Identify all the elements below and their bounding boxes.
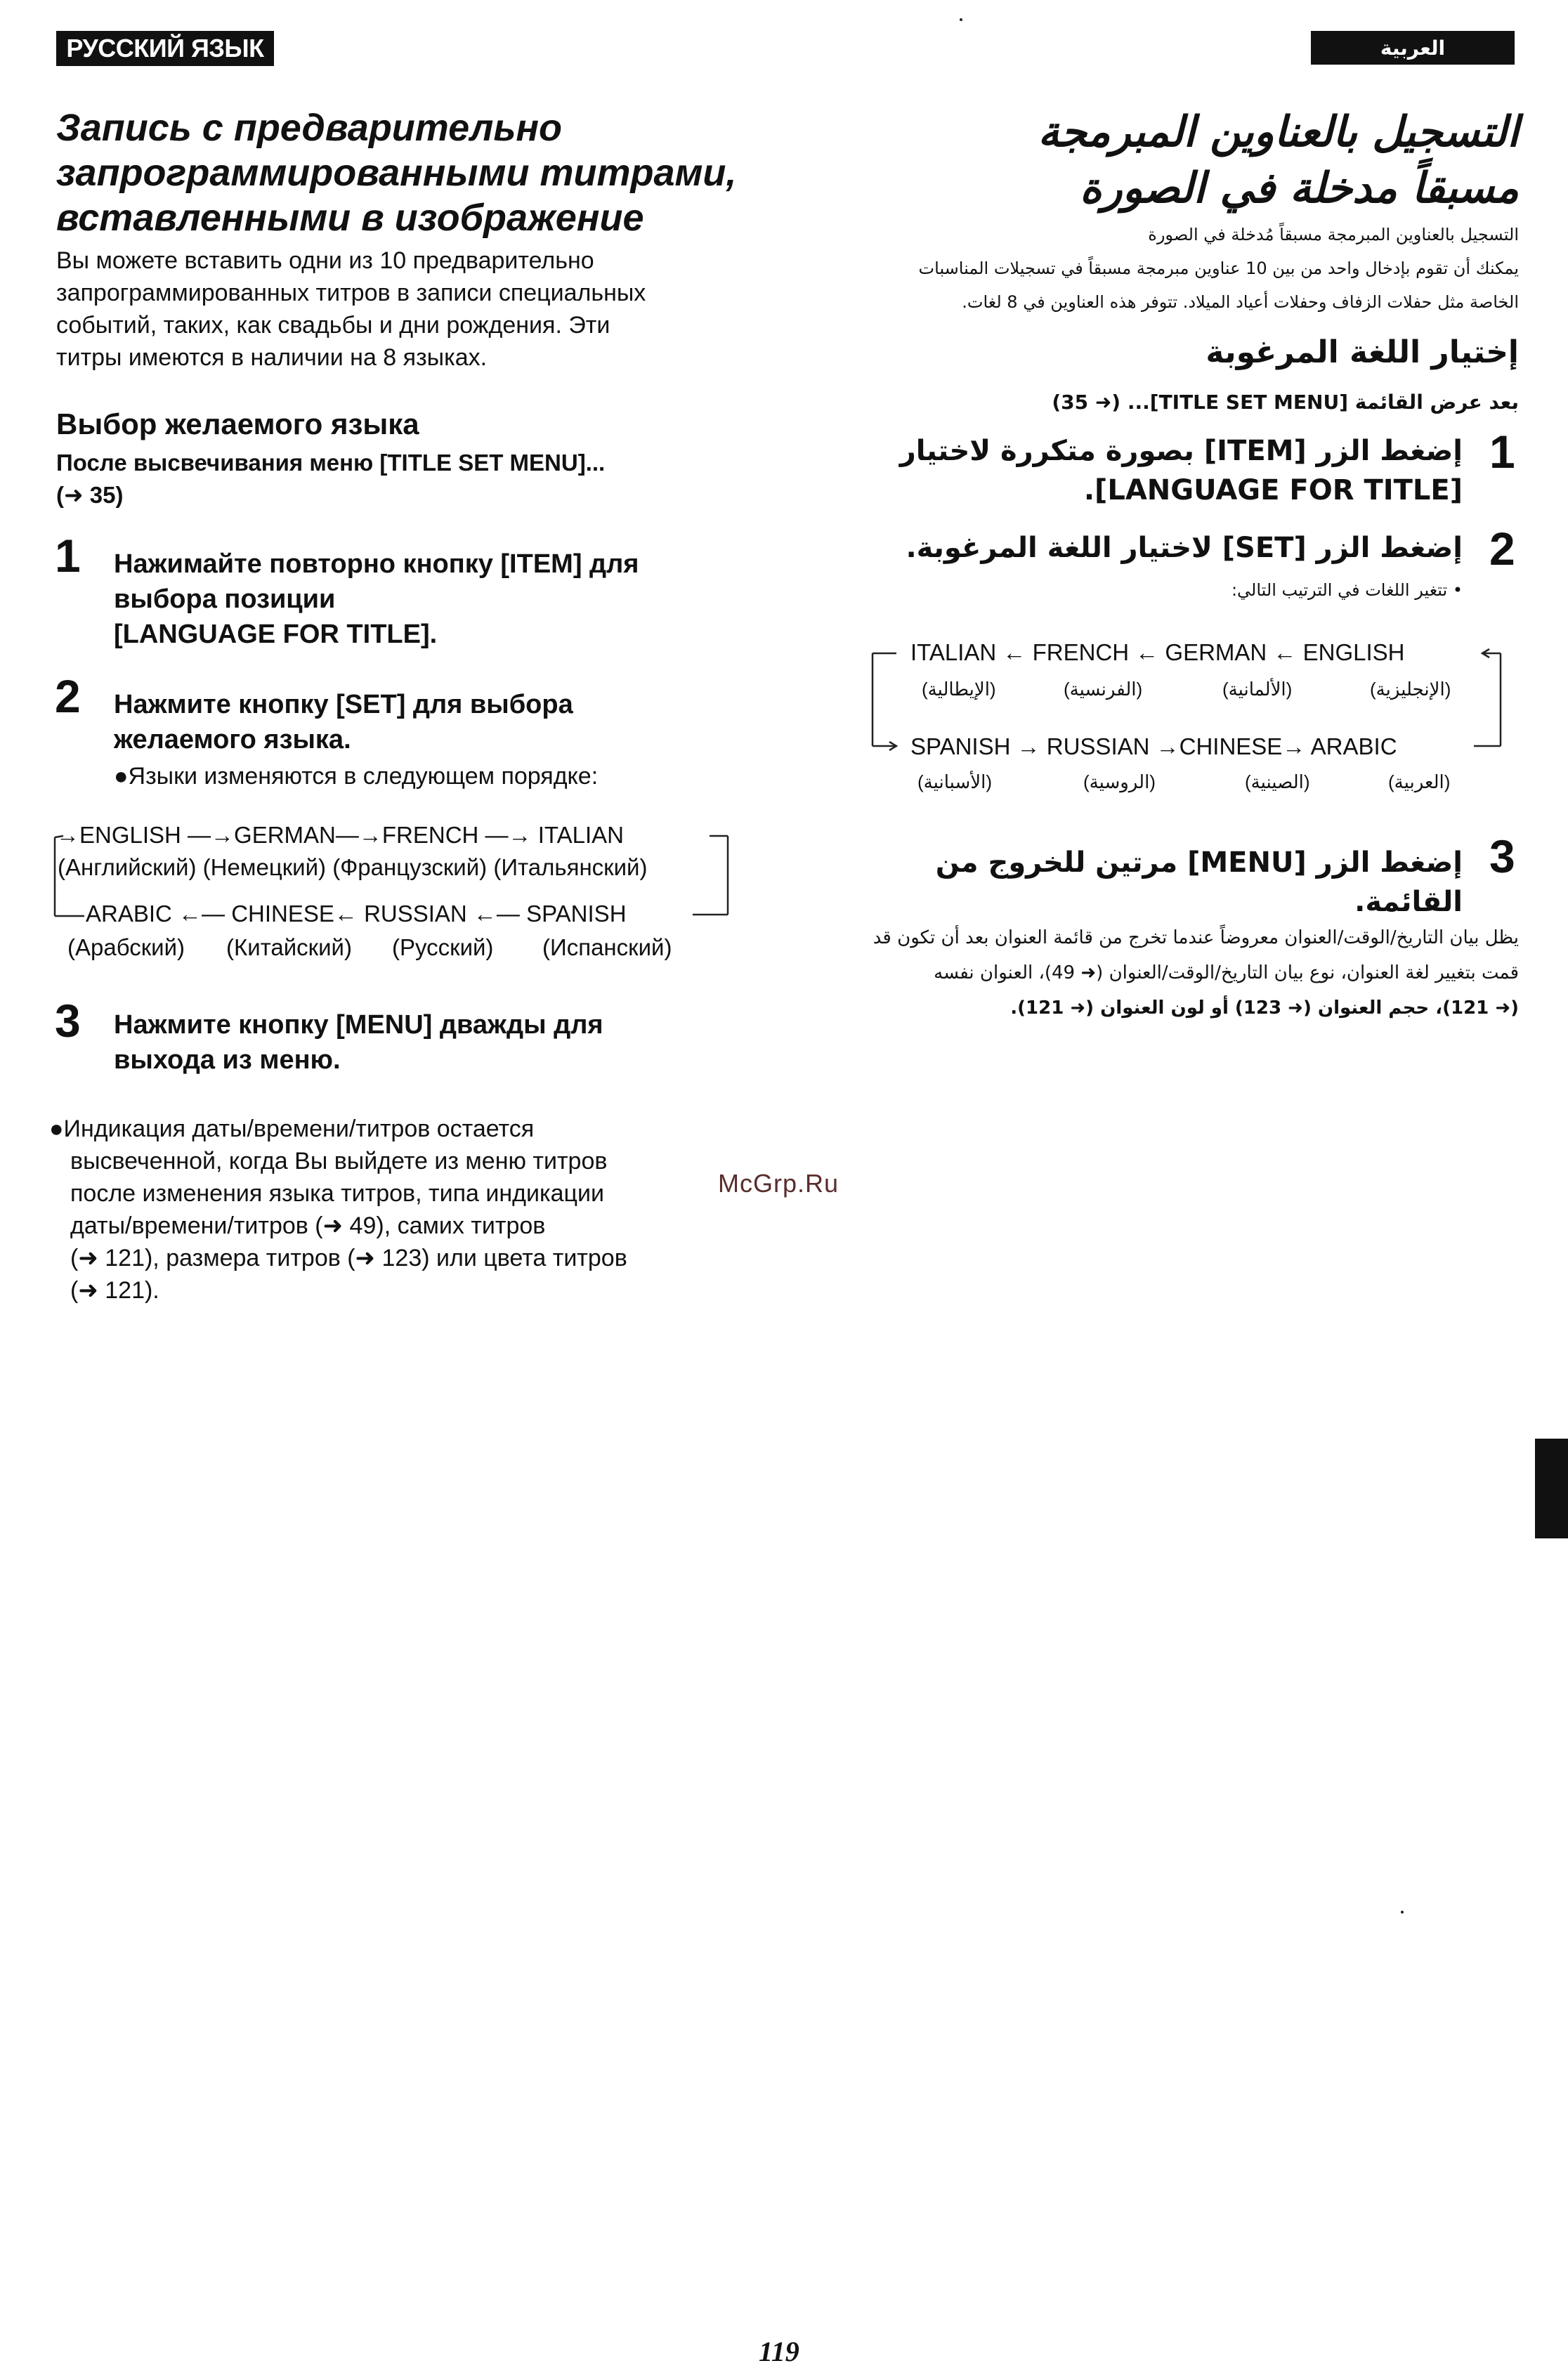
ru-language-flow-row-1: →ENGLISH —→GERMAN—→FRENCH —→ ITALIAN <box>56 822 624 848</box>
ar-step-2-number: 2 <box>1489 523 1515 575</box>
ru-step-2-text: Нажмите кнопку [SET] для выбора желаемого языка. <box>114 690 573 754</box>
ru-step-3-text: Нажмите кнопку [MENU] дважды для выхода из меню. <box>114 1010 603 1075</box>
ar-language-flow-row-2: SPANISH → RUSSIAN →CHINESE→ ARABIC <box>910 733 1397 759</box>
ar-step-1-text: إضغط الزر [ITEM] بصورة متكررة لاختيار [LANGUAGE FOR TITLE]. <box>899 435 1463 506</box>
ar-intro-paragraph: التسجيل بالعناوين المبرمجة مسبقاً مُدخلة في الصورة يمكنك أن تقوم بإدخال واحد من بين 10 عناوين مبرمجة مسبقاً في تسجيلات المناسبات الخاصة مثل حفلات الزفاف وحفلات أعياد الميلاد. تتوفر هذه العناوين في 8 لغات. <box>918 225 1519 312</box>
ar-native-english: (الإنجليزية) <box>1370 679 1451 700</box>
ru-native-russian: (Русский) <box>392 934 494 960</box>
ar-step-3-text: إضغط الزر [MENU] مرتين للخروج من القائمة. <box>935 846 1463 918</box>
ru-after-menu-note: После высвечивания меню [TITLE SET MENU]... (➜ 35) <box>56 450 606 508</box>
ar-native-italian: (الإيطالية) <box>922 679 996 700</box>
ru-language-flow-row-2: ARABIC ←— CHINESE← RUSSIAN ←— SPANISH <box>86 901 627 927</box>
ar-step-2-bullet: • تتغير اللغات في الترتيب التالي: <box>1231 580 1463 600</box>
ar-language-flow-row-1: ITALIAN ← FRENCH ← GERMAN ← ENGLISH <box>910 639 1405 665</box>
ar-indicator-note: يظل بيان التاريخ/الوقت/العنوان معروضاً عندما تخرج من قائمة العنوان بعد أن تكون قد قمت بتغيير لغة العنوان، نوع بيان التاريخ/الوقت/العنوان (➜ 49)، العنوان نفسه (➜ 121)، حجم العنوان (➜ 123) أو لون العنوان (➜ 121). <box>873 927 1519 1019</box>
ru-section-subtitle: Выбор желаемого языка <box>56 407 419 440</box>
ar-step-1-number: 1 <box>1489 426 1515 478</box>
ar-native-russian: (الروسية) <box>1083 771 1156 792</box>
speck <box>960 18 962 21</box>
language-tab-arabic: العربية <box>1311 31 1515 65</box>
ru-step-1-text: Нажимайте повторно кнопку [ITEM] для выбора позиции [LANGUAGE FOR TITLE]. <box>114 549 639 649</box>
language-tab-russian: РУССКИЙ ЯЗЫК <box>56 31 274 66</box>
ru-step-3-number: 3 <box>55 995 81 1047</box>
ar-native-arabic: (العربية) <box>1388 771 1451 792</box>
ar-native-german: (الألمانية) <box>1222 679 1293 700</box>
ru-intro-paragraph: Вы можете вставить одни из 10 предварительно запрограммированных титров в записи специальных событий, таких, как свадьбы и дни рождения. Эти титры имеются в наличии на 8 языках. <box>56 247 646 371</box>
ar-native-spanish: (الأسبانية) <box>917 771 992 792</box>
ru-page-title: Запись с предварительно запрограммированными титрами, вставленными в изображение <box>56 107 737 239</box>
side-index-tab <box>1535 1439 1568 1538</box>
ar-step-3-number: 3 <box>1489 830 1515 882</box>
ar-step-2-text: إضغط الزر [SET] لاختيار اللغة المرغوبة. <box>906 532 1463 564</box>
watermark: McGrp.Ru <box>718 1169 839 1198</box>
ru-native-spanish: (Испанский) <box>542 934 672 960</box>
ar-after-menu-note: بعد عرض القائمة [TITLE SET MENU]... (➜ 35) <box>1052 391 1519 414</box>
ar-native-french: (الفرنسية) <box>1064 679 1143 700</box>
ru-language-flow-row-1-native: (Английский) (Немецкий) (Французский) (Итальянский) <box>58 854 648 880</box>
ru-indicator-note: ●Индикация даты/времени/титров остается высвеченной, когда Вы выйдете из меню титров после изменения языка титров, типа индикации даты/времени/титров (➜ 49), самих титров (➜ 121), размера титров (➜ 123) или цвета титров (➜ 121). <box>49 1116 627 1304</box>
ru-step-1-number: 1 <box>55 530 81 582</box>
speck <box>1401 1911 1404 1914</box>
ru-native-chinese: (Китайский) <box>226 934 352 960</box>
ru-step-2-bullet: ●Языки изменяются в следующем порядке: <box>114 763 599 790</box>
ru-step-2-number: 2 <box>55 670 81 722</box>
ar-page-title: التسجيل بالعناوين المبرمجة مسبقاً مدخلة في الصورة <box>1038 107 1519 213</box>
page-number: 119 <box>759 2336 799 2367</box>
ar-section-subtitle: إختيار اللغة المرغوبة <box>1206 334 1519 370</box>
ar-native-chinese: (الصينية) <box>1245 771 1310 792</box>
ru-native-arabic: (Арабский) <box>67 934 185 960</box>
